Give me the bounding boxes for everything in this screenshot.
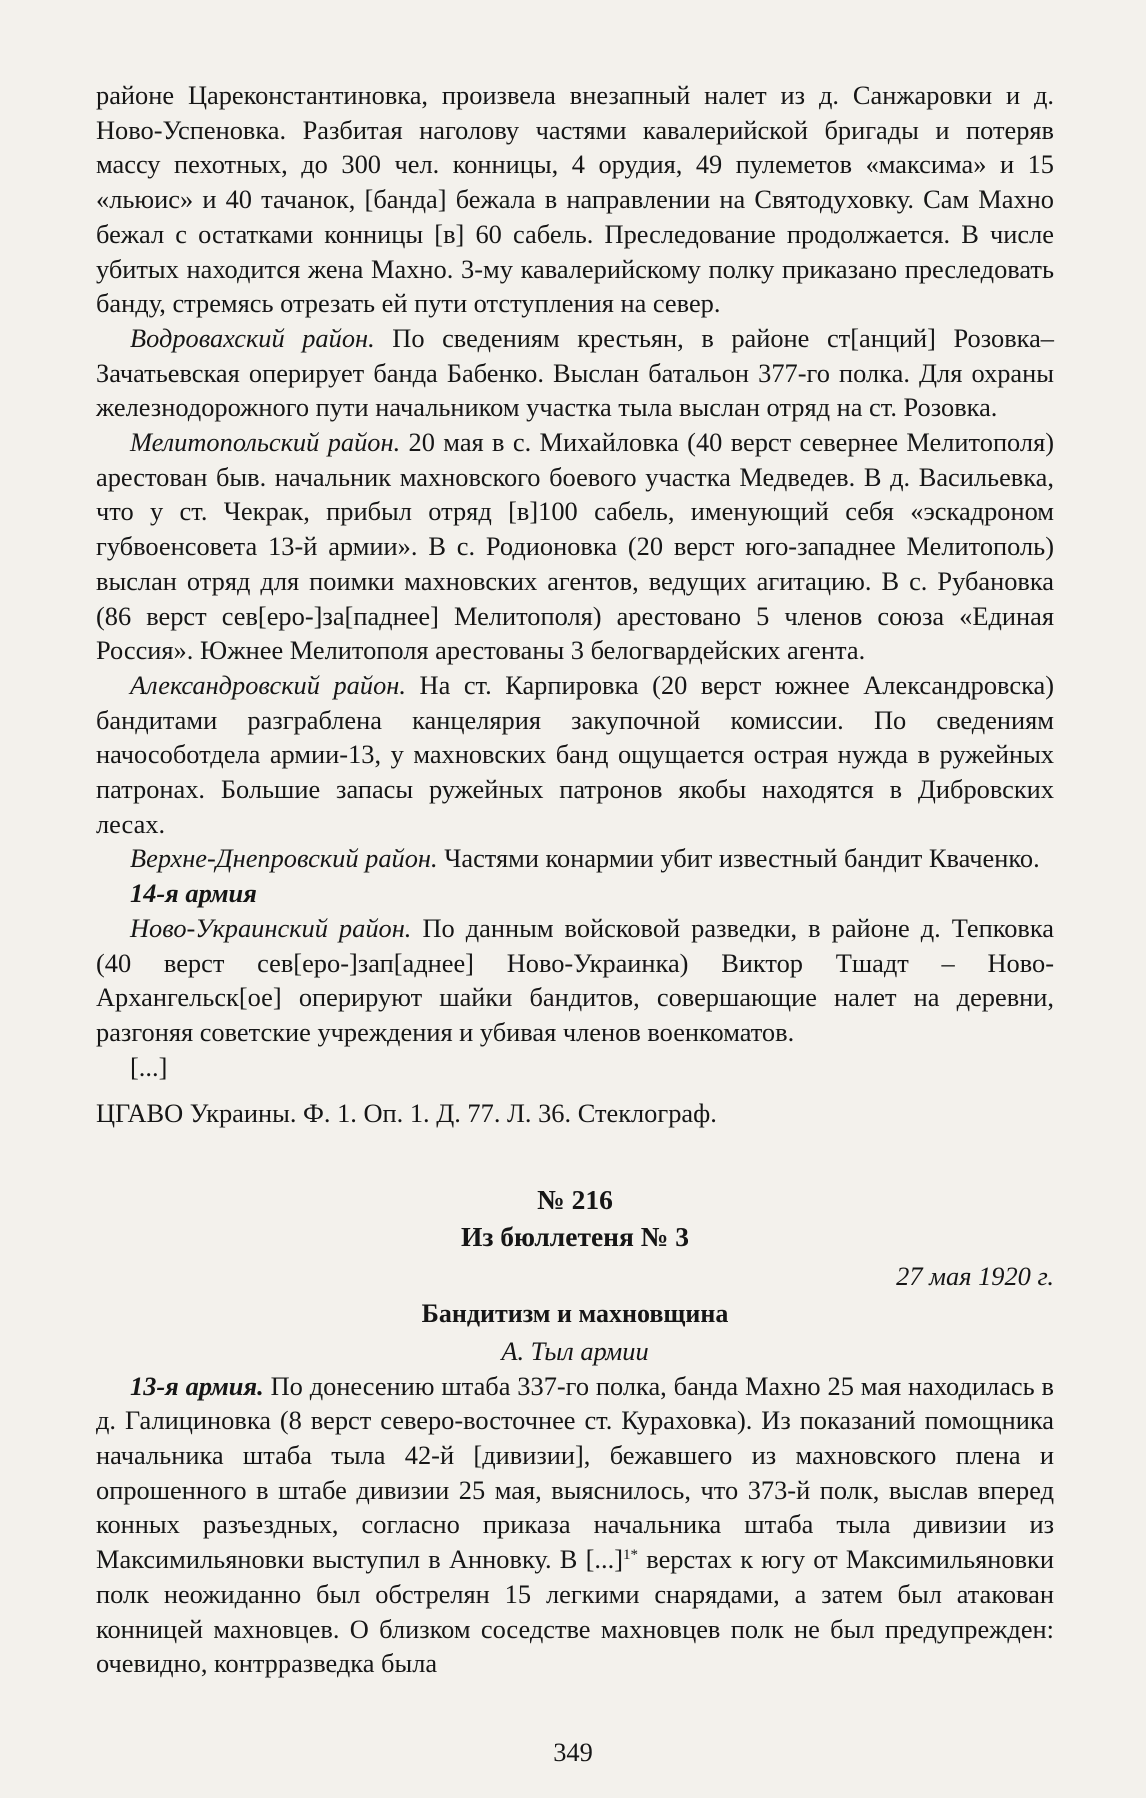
section-title: Бандитизм и махновщина — [421, 1299, 729, 1329]
paragraph-lead: Мелитопольский район. — [130, 427, 401, 458]
paragraph-lead: Александровский район. — [130, 669, 406, 700]
paragraph-text-continued: верстах к югу от Максимильяновки полк неожиданно был обстрелян 15 легкими снарядами, а затем был атакован конницей махновцев. О близком соседстве махновцев полк не был предупрежден: очевидно, контрразведка была — [96, 1544, 1054, 1679]
subsection-title: А. Тыл армии — [501, 1335, 649, 1366]
paragraph-text: По сведениям крестьян, в районе ст[анций] Розовка–Зачатьевская оперирует банда Бабенко. Выслан батальон 377-го полка. Для охраны железнодорожного пути начальником участка тыла выслан отряд на ст. Розовка. — [96, 322, 1054, 423]
paragraph-army-13-report — [96, 1369, 1054, 1681]
paragraph-text: 20 мая в с. Михайловка (40 верст севернее Мелитополя) арестован быв. начальник махновского боевого участка Медведев. В д. Васильевка, что у ст. Чекрак, прибыл отряд [в]100 сабель, именующий себя «эскадроном губвоенсовета 13-й армии». В с. Родионовка (20 верст юго-западнее Мелитополь) выслан отряд для поимки махновских агентов, ведущих агитацию. В с. Рубановка (86 верст сев[еро-]за[паднее] Мелитополя) арестовано 5 членов союза «Единая Россия». Южнее Мелитополя арестованы 3 белогвардейских агента. — [96, 427, 1055, 666]
document-title: Из бюллетеня № 3 — [460, 1220, 690, 1252]
paragraph-text: По донесению штаба 337-го полка, банда Махно 25 мая находилась в д. Галициновка (8 верст северо-восточнее ст. Кураховка). Из показаний помощника начальника штаба тыла 42-й [дивизии], бежавшего из махновского плена и опрошенного в штабе дивизии 25 мая, выяснилось, что 373-й полк, выслав вперед конных разъездных, согласно приказа начальника штаба тыла дивизии из Максимильяновки выступил в Анновку. В [...] — [96, 1370, 1054, 1575]
archive-reference: ЦГАВО Украины. Ф. 1. Оп. 1. Д. 77. Л. 36. Стеклограф. — [96, 1098, 717, 1129]
omission-mark: [...] — [130, 1051, 168, 1082]
army-14-heading: 14-я армия — [130, 878, 257, 909]
paragraph-lead: 13-я армия. — [130, 1370, 264, 1401]
document-body — [96, 78, 1054, 1681]
document-number: № 216 — [537, 1184, 613, 1216]
document-date: 27 мая 1920 г. — [896, 1260, 1054, 1291]
paragraph-text: По данным войсковой разведки, в районе д. Тепковка (40 верст сев[еро-]зап[аднее] Ново-Украинка) Виктор Тшадт – Ново-Архангельск[ое] оперируют шайки бандитов, совершающие налет на деревни, разгоняя советские учреждения и убивая членов военкоматов. — [96, 912, 1054, 1047]
paragraph-novoukrainka-district — [96, 911, 1054, 1050]
paragraph-aleksandrovsk-district — [96, 668, 1054, 842]
paragraph-lead: Ново-Украинский район. — [130, 912, 412, 943]
paragraph-vodrovakh-district — [96, 321, 1054, 425]
footnote-marker: 1* — [623, 1547, 639, 1564]
paragraph-lead: Верхне-Днепровский район. — [130, 843, 438, 874]
paragraph-upper-dnieper-district — [96, 841, 1054, 876]
paragraph-tsarekonstantinovka — [96, 78, 1054, 321]
page-number: 349 — [553, 1737, 593, 1767]
paragraph-text: Частями конармии убит известный бандит Кваченко. — [437, 843, 1040, 874]
paragraph-lead: Водровахский район. — [130, 322, 375, 353]
paragraph-text: районе Цареконстантиновка, произвела внезапный налет из д. Санжаровки и д. Ново-Успеновка. Разбитая наголову частями кавалерийской бригады и потеряв массу пехотных, до 300 чел. конницы, 4 орудия, 49 пулеметов «максима» и 15 «льюис» и 40 тачанок, [банда] бежала в направлении на Святодуховку. Сам Махно бежал с остатками конницы [в] 60 сабель. Преследование продолжается. В числе убитых находится жена Махно. 3-му кавалерийскому полку приказано преследовать банду, стремясь отрезать ей пути отступления на север. — [96, 80, 1054, 319]
paragraph-melitopol-district — [96, 425, 1054, 668]
paragraph-text: На ст. Карпировка (20 верст южнее Александровска) бандитами разграблена канцелярия закупочной комиссии. По сведениям начособотдела армии-13, у махновских банд ощущается острая нужда в ружейных патронах. Большие запасы ружейных патронов якобы находятся в Дибровских лесах. — [96, 669, 1054, 839]
